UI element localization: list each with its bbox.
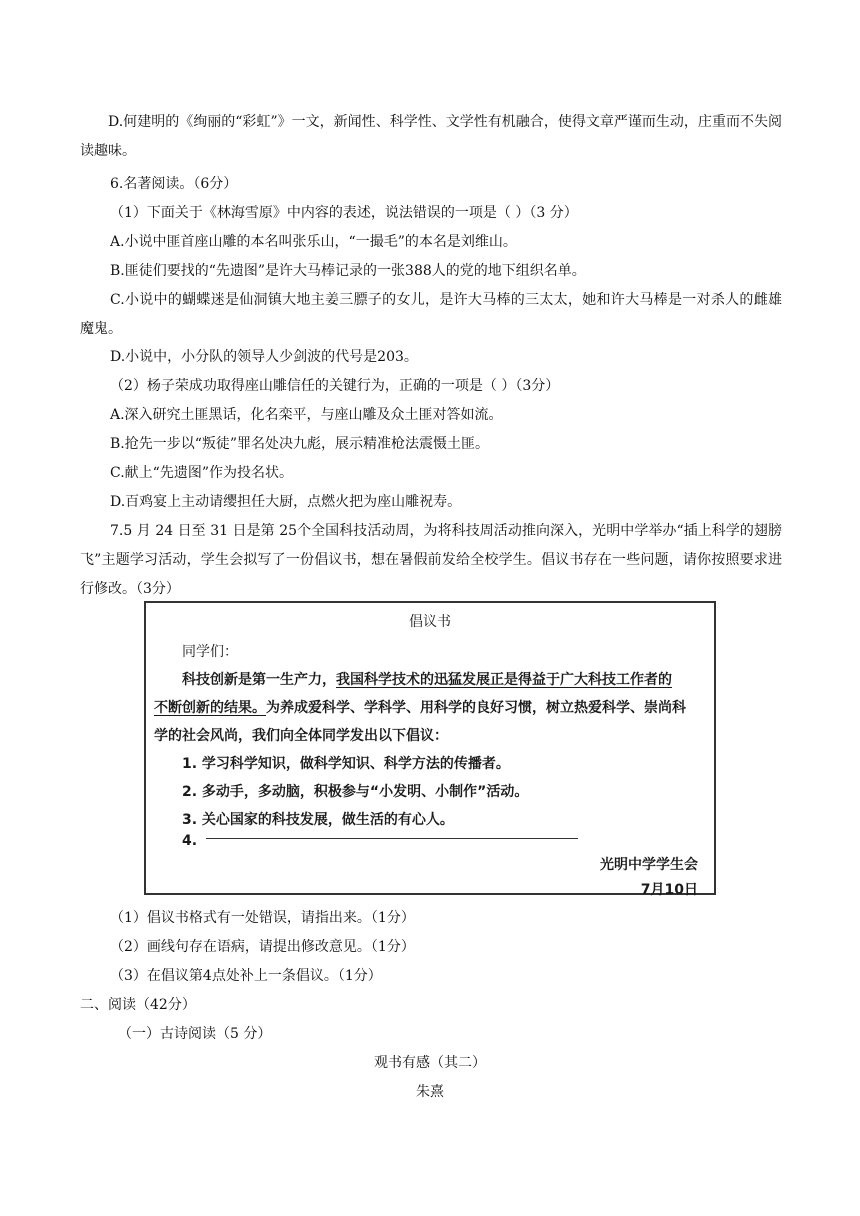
q6-part2-option-c: C.献上“先遗图”作为投名状。 xyxy=(110,465,293,481)
proposal-item-4: 4. xyxy=(182,833,198,849)
q5-option-d: D.何建明的《绚丽的“彩虹”》一文，新闻性、科学性、文学性有机融合，使得文章严谨而生动，庄重而不失阅读趣味。 xyxy=(80,114,782,159)
proposal-greeting: 同学们： xyxy=(182,644,238,660)
q6-part2-option-b: B.抢先一步以“叛徒”罪名处决九彪，展示精准枪法震慑土匪。 xyxy=(110,436,490,452)
q6-heading: 6.名著阅读。（6分） xyxy=(110,176,238,192)
proposal-blank-line xyxy=(206,838,578,839)
q7-sub2: （2）画线句存在语病，请提出修改意见。（1分） xyxy=(110,939,415,955)
proposal-item-1: 1. 学习科学知识，做科学知识、科学方法的传播者。 xyxy=(182,756,510,772)
q6-part1-stem: （1）下面关于《林海雪原》中内容的表述，说法错误的一项是（ ）（3 分） xyxy=(110,205,578,221)
q7-sub1: （1）倡议书格式有一处错误，请指出来。（1分） xyxy=(110,910,415,926)
q6-part1-option-b: B.匪徒们要找的“先遗图”是许大马棒记录的一张388人的党的地下组织名单。 xyxy=(110,263,586,279)
proposal-date: 7月10日 xyxy=(640,882,698,898)
poem-author: 朱熹 xyxy=(416,1084,444,1100)
proposal-item-3: 3. 关心国家的科技发展，做生活的有心人。 xyxy=(182,812,454,828)
q6-part1-option-c: C.小说中的蝴蝶迷是仙洞镇大地主姜三膘子的女儿，是许大马棒的三太太，她和许大马棒是一对杀人的雌雄魔鬼。 xyxy=(80,292,782,337)
q6-part2-stem: （2）杨子荣成功取得座山雕信任的关键行为，正确的一项是（ ）（3分） xyxy=(110,378,560,394)
poem-title: 观书有感（其二） xyxy=(374,1055,486,1071)
section2-sub-heading: （一）古诗阅读（5 分） xyxy=(118,1026,272,1042)
proposal-scan xyxy=(144,601,716,898)
proposal-body-line3: 学的社会风尚，我们向全体同学发出以下倡议： xyxy=(154,728,448,744)
section2-heading: 二、阅读（42分） xyxy=(80,997,196,1013)
q6-part2-option-d: D.百鸡宴上主动请缨担任大厨，点燃火把为座山雕祝寿。 xyxy=(110,494,462,510)
proposal-title: 倡议书 xyxy=(409,614,451,630)
proposal-item-2: 2. 多动手，多动脑，积极参与“小发明、小制作”活动。 xyxy=(182,784,529,800)
underlined-sentence-part2: 不断创新的结果。 xyxy=(154,700,266,716)
q6-part2-option-a: A.深入研究土匪黑话，化名栾平，与座山雕及众土匪对答如流。 xyxy=(110,407,503,423)
proposal-signature: 光明中学学生会 xyxy=(600,857,698,873)
proposal-body-line1: 科技创新是第一生产力，我国科学技术的迅猛发展正是得益于广大科技工作者的 xyxy=(182,672,672,688)
q7-sub3: （3）在倡议第4点处补上一条倡议。（1分） xyxy=(110,968,382,984)
proposal-body-line2: 不断创新的结果。为养成爱科学、学科学、用科学的良好习惯，树立热爱科学、崇尚科 xyxy=(154,700,686,716)
q6-part1-option-d: D.小说中，小分队的领导人少剑波的代号是203。 xyxy=(110,349,418,365)
q6-part1-option-a: A.小说中匪首座山雕的本名叫张乐山，“一撮毛”的本名是刘维山。 xyxy=(110,234,517,250)
q7-stem: 7.5 月 24 日至 31 日是第 25个全国科技活动周，为将科技周活动推向深入，光明中学举办“插上科学的翅膀飞”主题学习活动，学生会拟写了一份倡议书，想在暑假前发给全校学生。倡议书存在一些问题，请你按照要求进行修改。（3分） xyxy=(80,523,782,597)
underlined-sentence-part1: 我国科学技术的迅猛发展正是得益于广大科技工作者的 xyxy=(336,672,672,688)
